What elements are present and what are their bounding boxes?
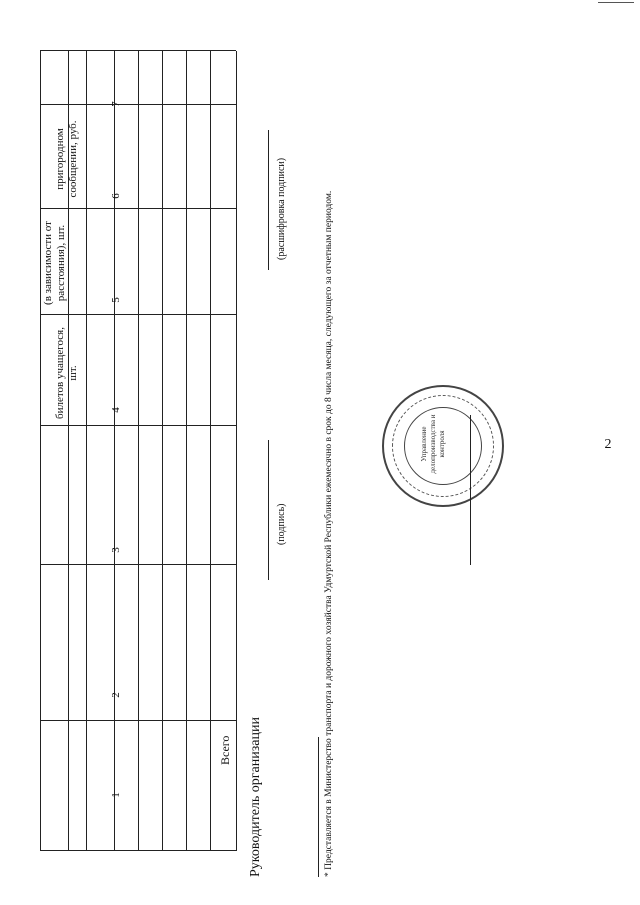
official-seal	[382, 385, 504, 507]
page-number: 2	[604, 437, 612, 452]
header-col5: (в зависимости от расстояния), шт.	[42, 221, 67, 305]
col-number-6: 6	[110, 193, 122, 199]
signature-line	[268, 440, 269, 580]
col-number-7: 7	[110, 101, 122, 107]
col-number-5: 5	[110, 297, 122, 303]
seal-inner-text: Управление делопроизводства и контроля	[420, 414, 446, 474]
header-col4: билетов учащегося, шт.	[54, 327, 79, 419]
signature-stroke	[470, 415, 471, 565]
signature-caption: (подпись)	[276, 503, 287, 545]
decryption-caption: (расшифровка подписи)	[276, 157, 287, 260]
header-col6: пригородном сообщении, руб.	[54, 120, 79, 198]
col-number-1: 1	[110, 792, 122, 798]
col-number-4: 4	[110, 407, 122, 413]
footnote: * Представляется в Министерство транспорта и дорожного хозяйства Удмуртской Республики ежемесячно в срок до 8 числа месяца, следующего за отчетным периодом.	[324, 190, 334, 877]
decryption-line	[268, 130, 269, 270]
total-label: Всего	[218, 735, 232, 765]
col-number-3: 3	[110, 547, 122, 553]
footnote-rule	[318, 737, 319, 877]
col-number-2: 2	[110, 692, 122, 698]
signature-title: Руководитель организации	[248, 717, 263, 877]
